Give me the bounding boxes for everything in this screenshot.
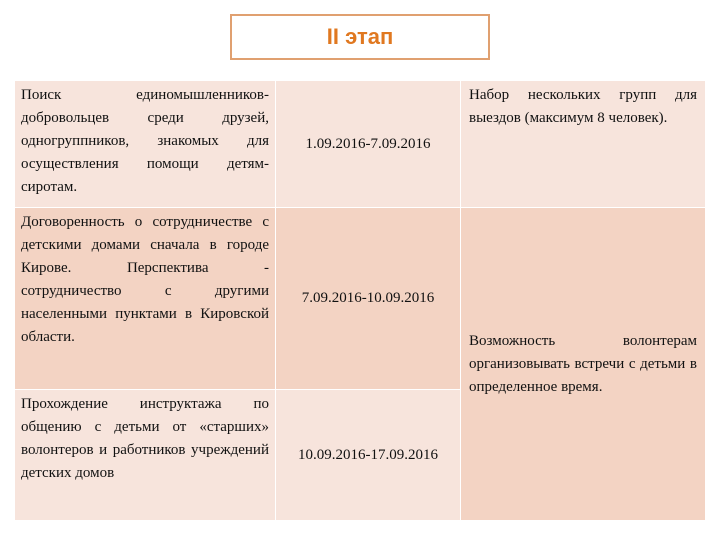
dates-cell: 7.09.2016-10.09.2016 [276,208,461,390]
table-row [15,81,706,208]
task-cell: Поиск единомышленников-добровольцев среди друзей, одногруппников, знакомых для осуществления помощи детям-сиротам. [15,81,276,208]
table-row [15,208,706,390]
stage-title: II этап [326,24,394,49]
dates-cell: 1.09.2016-7.09.2016 [276,81,461,208]
dates-cell: 10.09.2016-17.09.2016 [276,390,461,521]
merged-result-cell: Возможность волонтерам организовывать встречи с детьми в определенное время. [461,208,706,521]
result-cell: Набор нескольких групп для выездов (максимум 8 человек). [461,81,706,208]
stage-title-box [230,14,490,60]
task-cell: Прохождение инструктажа по общению с детьми от «старших» волонтеров и работников учреждений детских домов [15,390,276,521]
task-cell: Договоренность о сотрудничестве с детскими домами сначала в городе Кирове. Перспектива - сотрудничество с другими населенными пунктами в Кировской области. [15,208,276,390]
stage-table [14,80,706,521]
